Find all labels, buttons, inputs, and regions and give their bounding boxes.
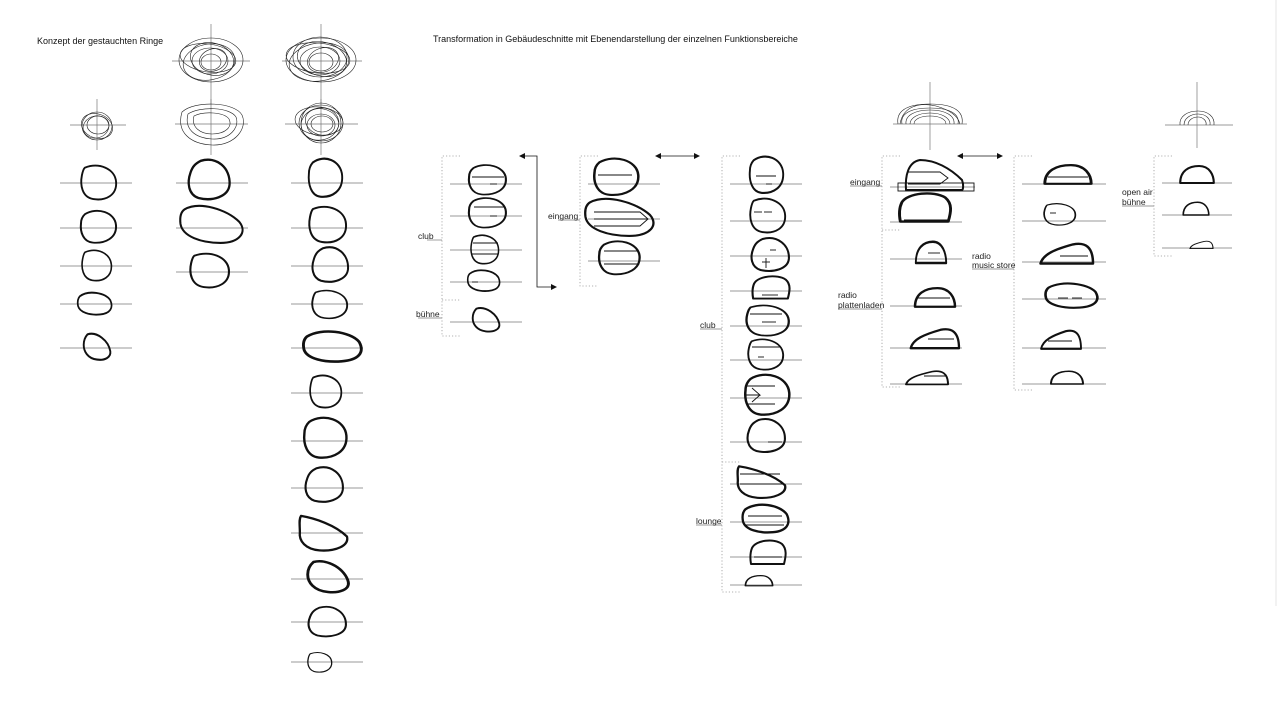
section-group-1 bbox=[416, 153, 557, 336]
sketch-overlay-4 bbox=[175, 99, 248, 155]
label-club-1: club bbox=[418, 231, 434, 241]
label-lounge: lounge bbox=[696, 516, 722, 526]
label-radio-music-store-line2: music store bbox=[972, 260, 1016, 270]
label-buehne-1: bühne bbox=[416, 309, 440, 319]
sketch-overlay-6 bbox=[893, 82, 967, 150]
sketch-overlay-2 bbox=[282, 24, 362, 104]
label-club-2: club bbox=[700, 320, 716, 330]
concept-column-3 bbox=[291, 159, 363, 672]
section-group-4 bbox=[838, 153, 1003, 387]
section-group-3 bbox=[696, 156, 802, 592]
section-group-2 bbox=[548, 153, 700, 286]
concept-column-2 bbox=[176, 160, 248, 288]
sketch-overlay-5 bbox=[285, 99, 358, 155]
sketch-overlay-3 bbox=[70, 99, 126, 150]
label-radio-plattenladen-line1: radio bbox=[838, 290, 857, 300]
section-group-6 bbox=[1122, 156, 1232, 256]
sketch-overlay-7 bbox=[1165, 82, 1233, 148]
label-open-air-line2: bühne bbox=[1122, 197, 1146, 207]
label-radio-music-store-line1: radio bbox=[972, 251, 991, 261]
transformation-title: Transformation in Gebäudeschnitte mit Ebenendarstellung der einzelnen Funktionsbereiche bbox=[433, 34, 798, 44]
label-eingang-1: eingang bbox=[548, 211, 579, 221]
label-radio-plattenladen-line2: plattenladen bbox=[838, 300, 885, 310]
label-open-air-line1: open air bbox=[1122, 187, 1153, 197]
concept-title: Konzept der gestauchten Ringe bbox=[37, 36, 164, 46]
sketch-overlay-1 bbox=[172, 24, 250, 104]
concept-column-1 bbox=[60, 166, 132, 360]
section-group-5 bbox=[972, 156, 1106, 390]
label-eingang-2: eingang bbox=[850, 177, 881, 187]
